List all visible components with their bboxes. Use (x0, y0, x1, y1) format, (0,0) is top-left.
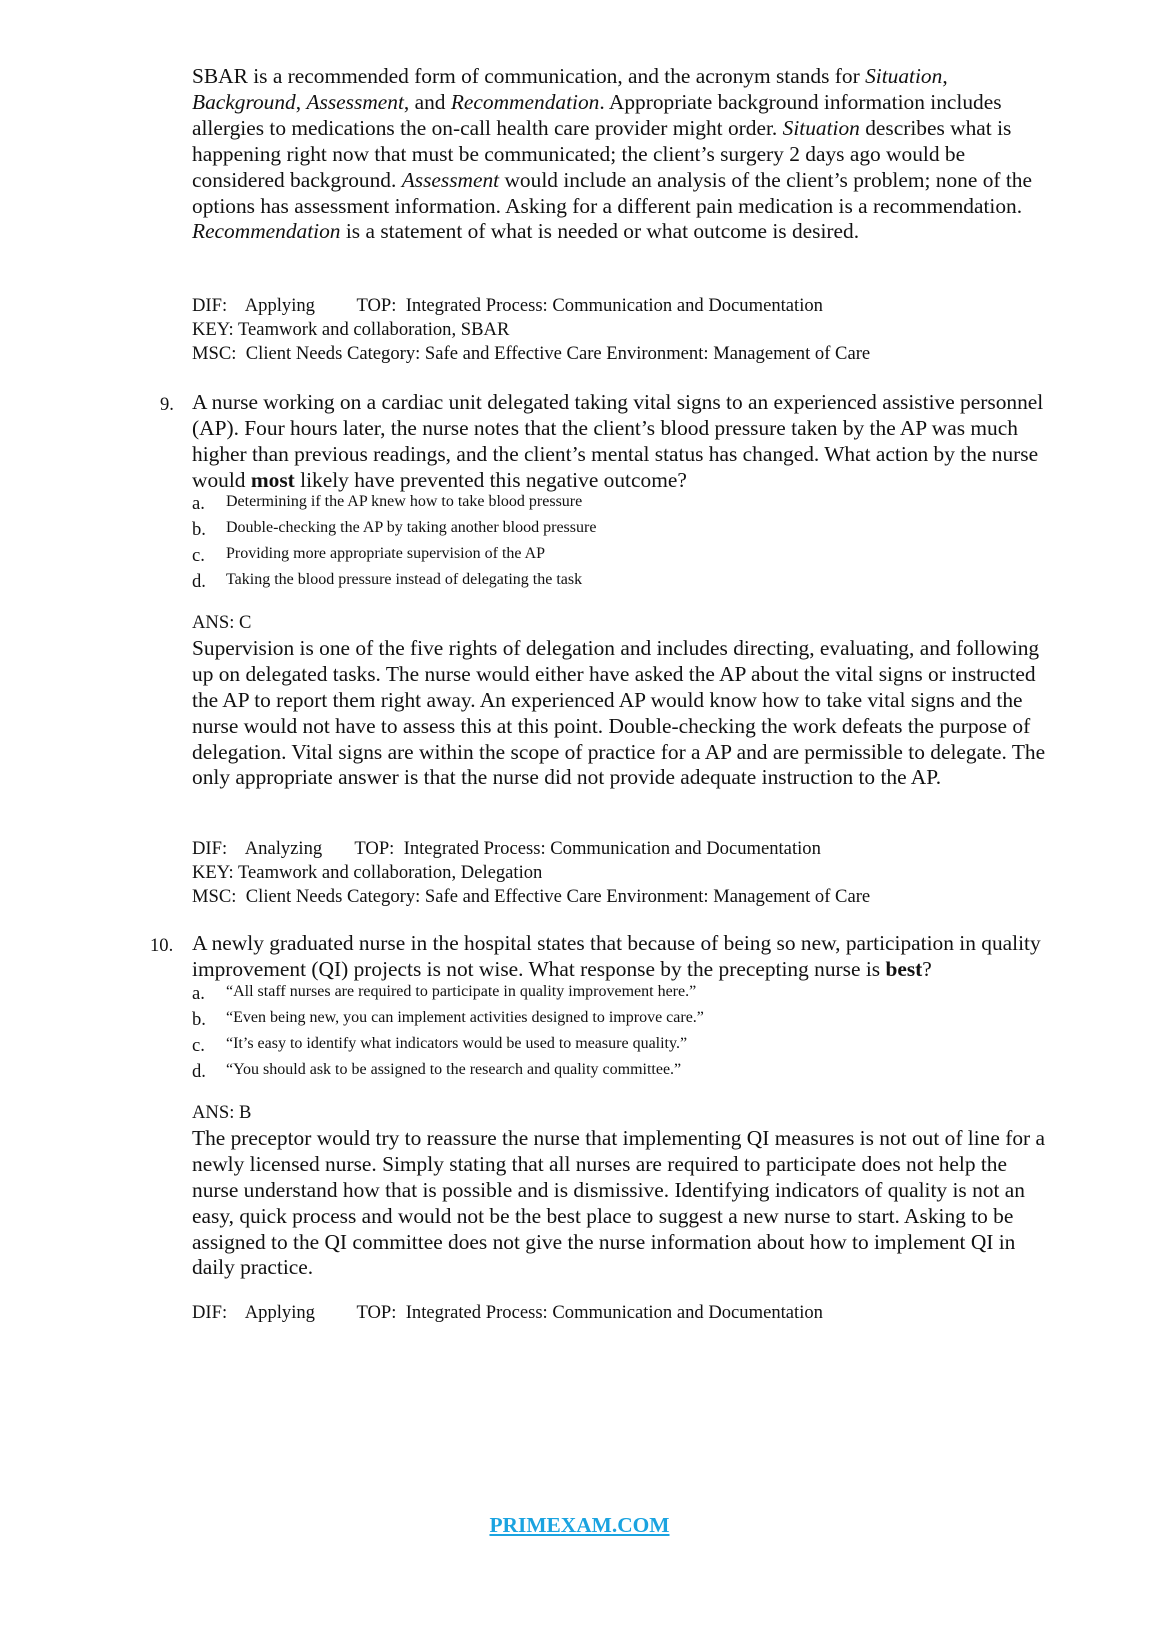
dif-value: Applying (244, 1302, 315, 1323)
question-stem (192, 931, 1052, 983)
text-run: A nurse working on a cardiac unit delegated taking vital signs to an experienced assistive personnel (AP). Four hours later, the nurse notes that the client’s blood pressure taken by the AP was much higher than previous readings, and the client’s mental status has changed. What action by the nurse would (192, 390, 1044, 492)
italic-term: Recommendation (192, 219, 341, 244)
italic-term: Background (192, 89, 296, 114)
option-text: Determining if the AP knew how to take blood pressure (226, 493, 583, 510)
text-run: . Appropriate background information includes allergies to medications the on-call health care provider might order. (192, 89, 1002, 140)
key-label: KEY: (192, 319, 234, 340)
question-9-meta (192, 837, 1052, 909)
question-10-answer (192, 1100, 1052, 1281)
text-run: likely have prevented this negative outcome? (294, 467, 687, 492)
question-number: 9. (160, 394, 174, 415)
meta-dif-top-row (192, 837, 1052, 861)
meta-msc-row (192, 342, 1052, 366)
text-run: is a statement of what is needed or what outcome is desired. (340, 219, 860, 244)
option-letter: d. (192, 571, 206, 592)
answer-label: ANS: B (192, 1102, 252, 1123)
text-run: ? (922, 956, 932, 981)
option-text: “All staff nurses are required to participate in quality improvement here.” (226, 983, 697, 1000)
top-value: Integrated Process: Communication and Documentation (405, 1302, 823, 1323)
question-stem (192, 390, 1052, 494)
top-label: TOP: (356, 295, 397, 316)
option-letter: a. (192, 493, 205, 514)
meta-dif-top-row (192, 1301, 1052, 1325)
meta-key-row (192, 861, 1052, 885)
option-letter: b. (192, 519, 206, 540)
primexam-link[interactable]: PRIMEXAM.COM (489, 1513, 670, 1537)
text-run: SBAR is a recommended form of communication, and the acronym stands for (192, 64, 866, 88)
msc-label: MSC: (192, 886, 237, 907)
question-10-meta (192, 1301, 1052, 1325)
italic-term: Situation (782, 115, 860, 140)
text-run: describes what is happening right now that must be communicated; the client’s surgery 2 days ago would be considered background. (192, 115, 1012, 192)
meta-dif-top-row (192, 294, 1052, 318)
sbar-rationale-text (192, 64, 1052, 245)
msc-value: Client Needs Category: Safe and Effective Care Environment: Management of Care (245, 886, 871, 907)
option-text: “It’s easy to identify what indicators would be used to measure quality.” (226, 1035, 688, 1052)
key-value: Teamwork and collaboration, SBAR (238, 319, 510, 340)
option-letter: c. (192, 1035, 205, 1056)
text-run: A newly graduated nurse in the hospital states that because of being so new, participation in quality improvement (QI) projects is not wise. What response by the precepting nurse is (192, 931, 1041, 981)
bold-emphasis: most (250, 467, 295, 492)
meta-msc-row (192, 885, 1052, 909)
option-letter: d. (192, 1061, 206, 1082)
dif-label: DIF: (192, 295, 228, 316)
top-value: Integrated Process: Communication and Documentation (405, 295, 823, 316)
italic-term: Assessment (401, 167, 500, 192)
italic-term: Assessment (306, 89, 404, 114)
option-letter: c. (192, 545, 205, 566)
top-label: TOP: (356, 1302, 397, 1323)
text-run: , (295, 89, 307, 114)
italic-term: Situation (865, 64, 943, 88)
option-text: Taking the blood pressure instead of delegating the task (226, 571, 583, 588)
option-text: “Even being new, you can implement activities designed to improve care.” (226, 1009, 704, 1026)
key-label: KEY: (192, 862, 234, 883)
option-text: Providing more appropriate supervision of the AP (226, 545, 546, 562)
top-label: TOP: (354, 838, 395, 859)
question-number: 10. (150, 935, 174, 956)
text-run: , and (403, 89, 451, 114)
dif-value: Analyzing (244, 838, 323, 859)
text-run: , (942, 64, 948, 88)
footer (0, 1513, 1159, 1538)
option-text: Double-checking the AP by taking another blood pressure (226, 519, 597, 536)
dif-label: DIF: (192, 1302, 228, 1323)
rationale-text: Supervision is one of the five rights of delegation and includes directing, evaluating, and following up on delegated tasks. The nurse would either have asked the AP about the vital signs or instructed the AP to report them right away. An experienced AP would know how to take vital signs and the nurse would not have to assess this at this point. Double-checking the work defeats the purpose of delegation. Vital signs are within the scope of practice for a AP and are permissible to delegate. The only appropriate answer is that the nurse did not provide adequate instruction to the AP. (192, 635, 1046, 790)
dif-value: Applying (244, 295, 315, 316)
meta-key-row (192, 318, 1052, 342)
text-run: would include an analysis of the client’s problem; none of the options has assessment information. Asking for a different pain medication is a recommendation. (192, 167, 1032, 218)
dif-label: DIF: (192, 838, 228, 859)
top-value: Integrated Process: Communication and Documentation (403, 838, 821, 859)
rationale-text: The preceptor would try to reassure the nurse that implementing QI measures is not out of line for a newly licensed nurse. Simply stating that all nurses are required to participate does not help the nurse understand how that is possible and is dismissive. Identifying indicators of quality is not an easy, quick process and would not be the best place to suggest a new nurse to start. Asking to be assigned to the QI committee does not give the nurse information about how to implement QI in daily practice. (192, 1125, 1046, 1280)
italic-term: Recommendation (450, 89, 600, 114)
option-letter: a. (192, 983, 205, 1004)
bold-emphasis: best (885, 956, 923, 981)
answer-label: ANS: C (192, 612, 252, 633)
key-value: Teamwork and collaboration, Delegation (238, 862, 543, 883)
option-letter: b. (192, 1009, 206, 1030)
sbar-meta (192, 294, 1052, 366)
msc-value: Client Needs Category: Safe and Effective Care Environment: Management of Care (245, 343, 871, 364)
option-text: “You should ask to be assigned to the research and quality committee.” (226, 1061, 682, 1078)
msc-label: MSC: (192, 343, 237, 364)
sbar-rationale (192, 64, 1052, 245)
question-9-answer (192, 610, 1052, 791)
